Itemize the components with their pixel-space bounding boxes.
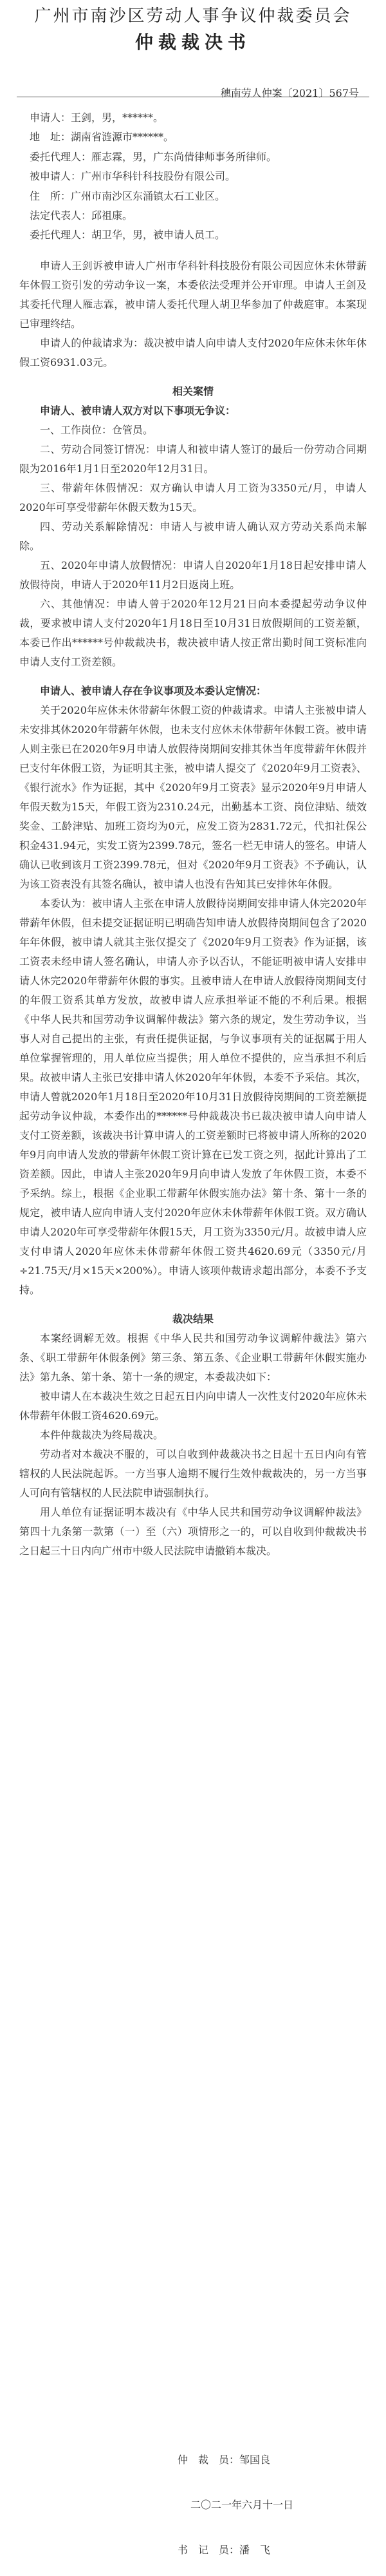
document-body xyxy=(19,256,367,1561)
undisputed-item: 二、劳动合同签订情况：申请人和被申请人签订的最后一份劳动合同期限为2016年1月1日至2020年12月31日。 xyxy=(19,443,367,475)
result-paragraph: 本件仲裁裁决为终局裁决。 xyxy=(40,1429,164,1441)
undisputed-item: 六、其他情况：申请人曾于2020年12月21日向本委提起劳动争议仲裁，要求被申请人支付2020年1月18日至10月31日放假期间的工资差额，本委已作出******号仲裁裁决书，裁决被申请人按正常出勤时间工资标准向申请人支付工资差额。 xyxy=(19,598,367,668)
party-line: 委托代理人：雁志霖，男，广东尚倩律师事务所律师。 xyxy=(30,150,277,163)
result-paragraph: 劳动者对本裁决不服的，可以自收到仲裁裁决书之日起十五日内向有管辖权的人民法院起诉。一方当事人逾期不履行生效仲裁裁决的，另一方当事人可向有管辖权的人民法院申请强制执行。 xyxy=(19,1448,367,1499)
undisputed-heading: 申请人、被申请人双方对以下事项无争议： xyxy=(40,405,236,417)
result-paragraph: 用人单位有证据证明本裁决有《中华人民共和国劳动争议调解仲裁法》第四十九条第一款第（一）至（六）项情形之一的，可以自收到仲裁裁决书之日起三十日内向广州市中级人民法院申请撤销本裁决。 xyxy=(19,1506,367,1557)
undisputed-item: 一、工作岗位：仓管员。 xyxy=(40,424,154,436)
result-paragraph: 被申请人在本裁决生效之日起五日内向申请人一次性支付2020年应休未休带薪年休假工资4620.69元。 xyxy=(19,1390,367,1422)
undisputed-item: 五、2020年申请人放假情况：申请人自2020年1月18日起安排申请人放假待岗，申请人于2020年11月2日返岗上班。 xyxy=(19,559,367,591)
case-number: 穗南劳人仲案〔2021〕567号 xyxy=(220,87,359,99)
result-paragraph: 本案经调解无效。根据《中华人民共和国劳动争议调解仲裁法》第六条、《职工带薪年休假条例》第三条、第五条、《企业职工带薪年休假实施办法》第九条、第十条、第十一条的规定，本委裁决如下： xyxy=(19,1332,367,1383)
party-line: 住 所：广州市南沙区东涌镇太石工业区。 xyxy=(30,189,226,202)
decision-date: 二〇二一年六月十一日 xyxy=(190,2499,294,2511)
document-title: 仲裁裁决书 xyxy=(134,32,251,53)
undisputed-item: 三、带薪年休假情况：双方确认申请人月工资为3350元/月，申请人2020年可享受带薪年休假天数为15天。 xyxy=(19,482,367,513)
claim-paragraph: 申请人的仲裁请求为：裁决被申请人向申请人支付2020年应休未休年休假工资6931.03元。 xyxy=(19,337,367,368)
party-info xyxy=(30,108,364,245)
party-line: 委托代理人：胡卫华，男，被申请人员工。 xyxy=(30,229,226,242)
party-line: 地 址：湖南省涟源市******。 xyxy=(30,131,174,144)
facts-heading: 相关案情 xyxy=(172,385,214,397)
disputed-paragraph: 本委认为：被申请人主张在申请人放假待岗期间安排申请人休完2020年带薪年休假，但未提交证据证明已明确告知申请人放假待岗期间包含了2020年年休假，被申请人就其主张仅提交了《2020年9月工资表》作为证据，该工资表未经申请人签名确认，申请人亦予以否认，不能证明被申请人安排申请人休完2020年带薪年休假的事实。且被申请人在申请人放假待岗期间支付的年假工资系其单方发放，故被申请人应承担举证不能的不利后果。根据《中华人民共和国劳动争议调解仲裁法》第六条的规定，发生劳动争议，当事人对自己提出的主张，有责任提供证据，与争议事项有关的证据属于用人单位掌握管理的，用人单位应当提供；用人单位不提供的，应当承担不利后果。故被申请人主张已安排申请人休2020年年休假，本委不予采信。其次，申请人曾就2020年1月18日至2020年10月31日放假待岗期间的工资差额提起劳动争议仲裁，本委作出的******号仲裁裁决书已裁决被申请人向申请人支付工资差额，该裁决书计算申请人的工资差额时已将被申请人所称的2020年9月向申请人发放的带薪年休假工资计算在已发工资之列，据此计算出了工资差额。因此，申请人主张2020年9月向申请人发放了年休假工资，本委不予采纳。综上，根据《企业职工带薪年休假实施办法》第十条、第十一条的规定，被申请人应向申请人支付2020年应休未休带薪年休假工资。双方确认申请人2020年可享受带薪年休假15天，月工资为3350元/月。故被申请人应支付申请人2020年应休未休带薪年休假工资共4620.69元（3350元/月÷21.75天/月×15天×200%）。申请人该项仲裁请求超出部分，本委不予支持。 xyxy=(19,897,367,1296)
arbitrator-signature: 仲 裁 员：邹国良 xyxy=(178,2454,271,2466)
intro-paragraph: 申请人王剑诉被申请人广州市华科针科技股份有限公司因应休未休带薪年休假工资引发的劳动争议一案，本委依法受理并公开审理。申请人王剑及其委托代理人雁志霖，被申请人委托代理人胡卫华参加了仲裁庭审。本案现已审理终结。 xyxy=(19,260,367,330)
result-heading: 裁决结果 xyxy=(172,1313,214,1325)
party-line: 法定代表人：邱祖康。 xyxy=(30,209,133,222)
undisputed-item: 四、劳动关系解除情况：申请人与被申请人确认双方劳动关系尚未解除。 xyxy=(19,520,367,552)
party-line: 被申请人：广州市华科针科技股份有限公司。 xyxy=(30,170,236,183)
disputed-heading: 申请人、被申请人存在争议事项及本委认定情况： xyxy=(40,685,267,697)
party-line: 申请人：王剑，男，******。 xyxy=(30,111,164,124)
clerk-signature: 书 记 员：潘 飞 xyxy=(178,2544,271,2556)
disputed-paragraph: 关于2020年应休未休带薪年休假工资的仲裁请求。申请人主张被申请人未安排其休2020年带薪年休假，也未支付应休未休带薪年休假工资。被申请人则主张已在2020年9月申请人放假待岗期间安排其休当年度带薪年休假并已支付年休假工资，为证明其主张，被申请人提交了《2020年9月工资表》、《银行流水》作为证据，其中《2020年9月工资表》显示2020年9月申请人年假天数为15天，年假工资为2310.24元，出勤基本工资、岗位津贴、绩效奖金、工龄津贴、加班工资均为0元，应发工资为2831.72元，代扣社保公积金431.94元，实发工资为2399.78元，签名一栏无申请人的签名。申请人确认已收到该月工资2399.78元，但对《2020年9月工资表》不予确认，认为该工资表没有其签名确认，被申请人也没有告知其已安排休年休假。 xyxy=(19,704,367,890)
issuing-authority-title: 广州市南沙区劳动人事争议仲裁委员会 xyxy=(34,6,352,26)
